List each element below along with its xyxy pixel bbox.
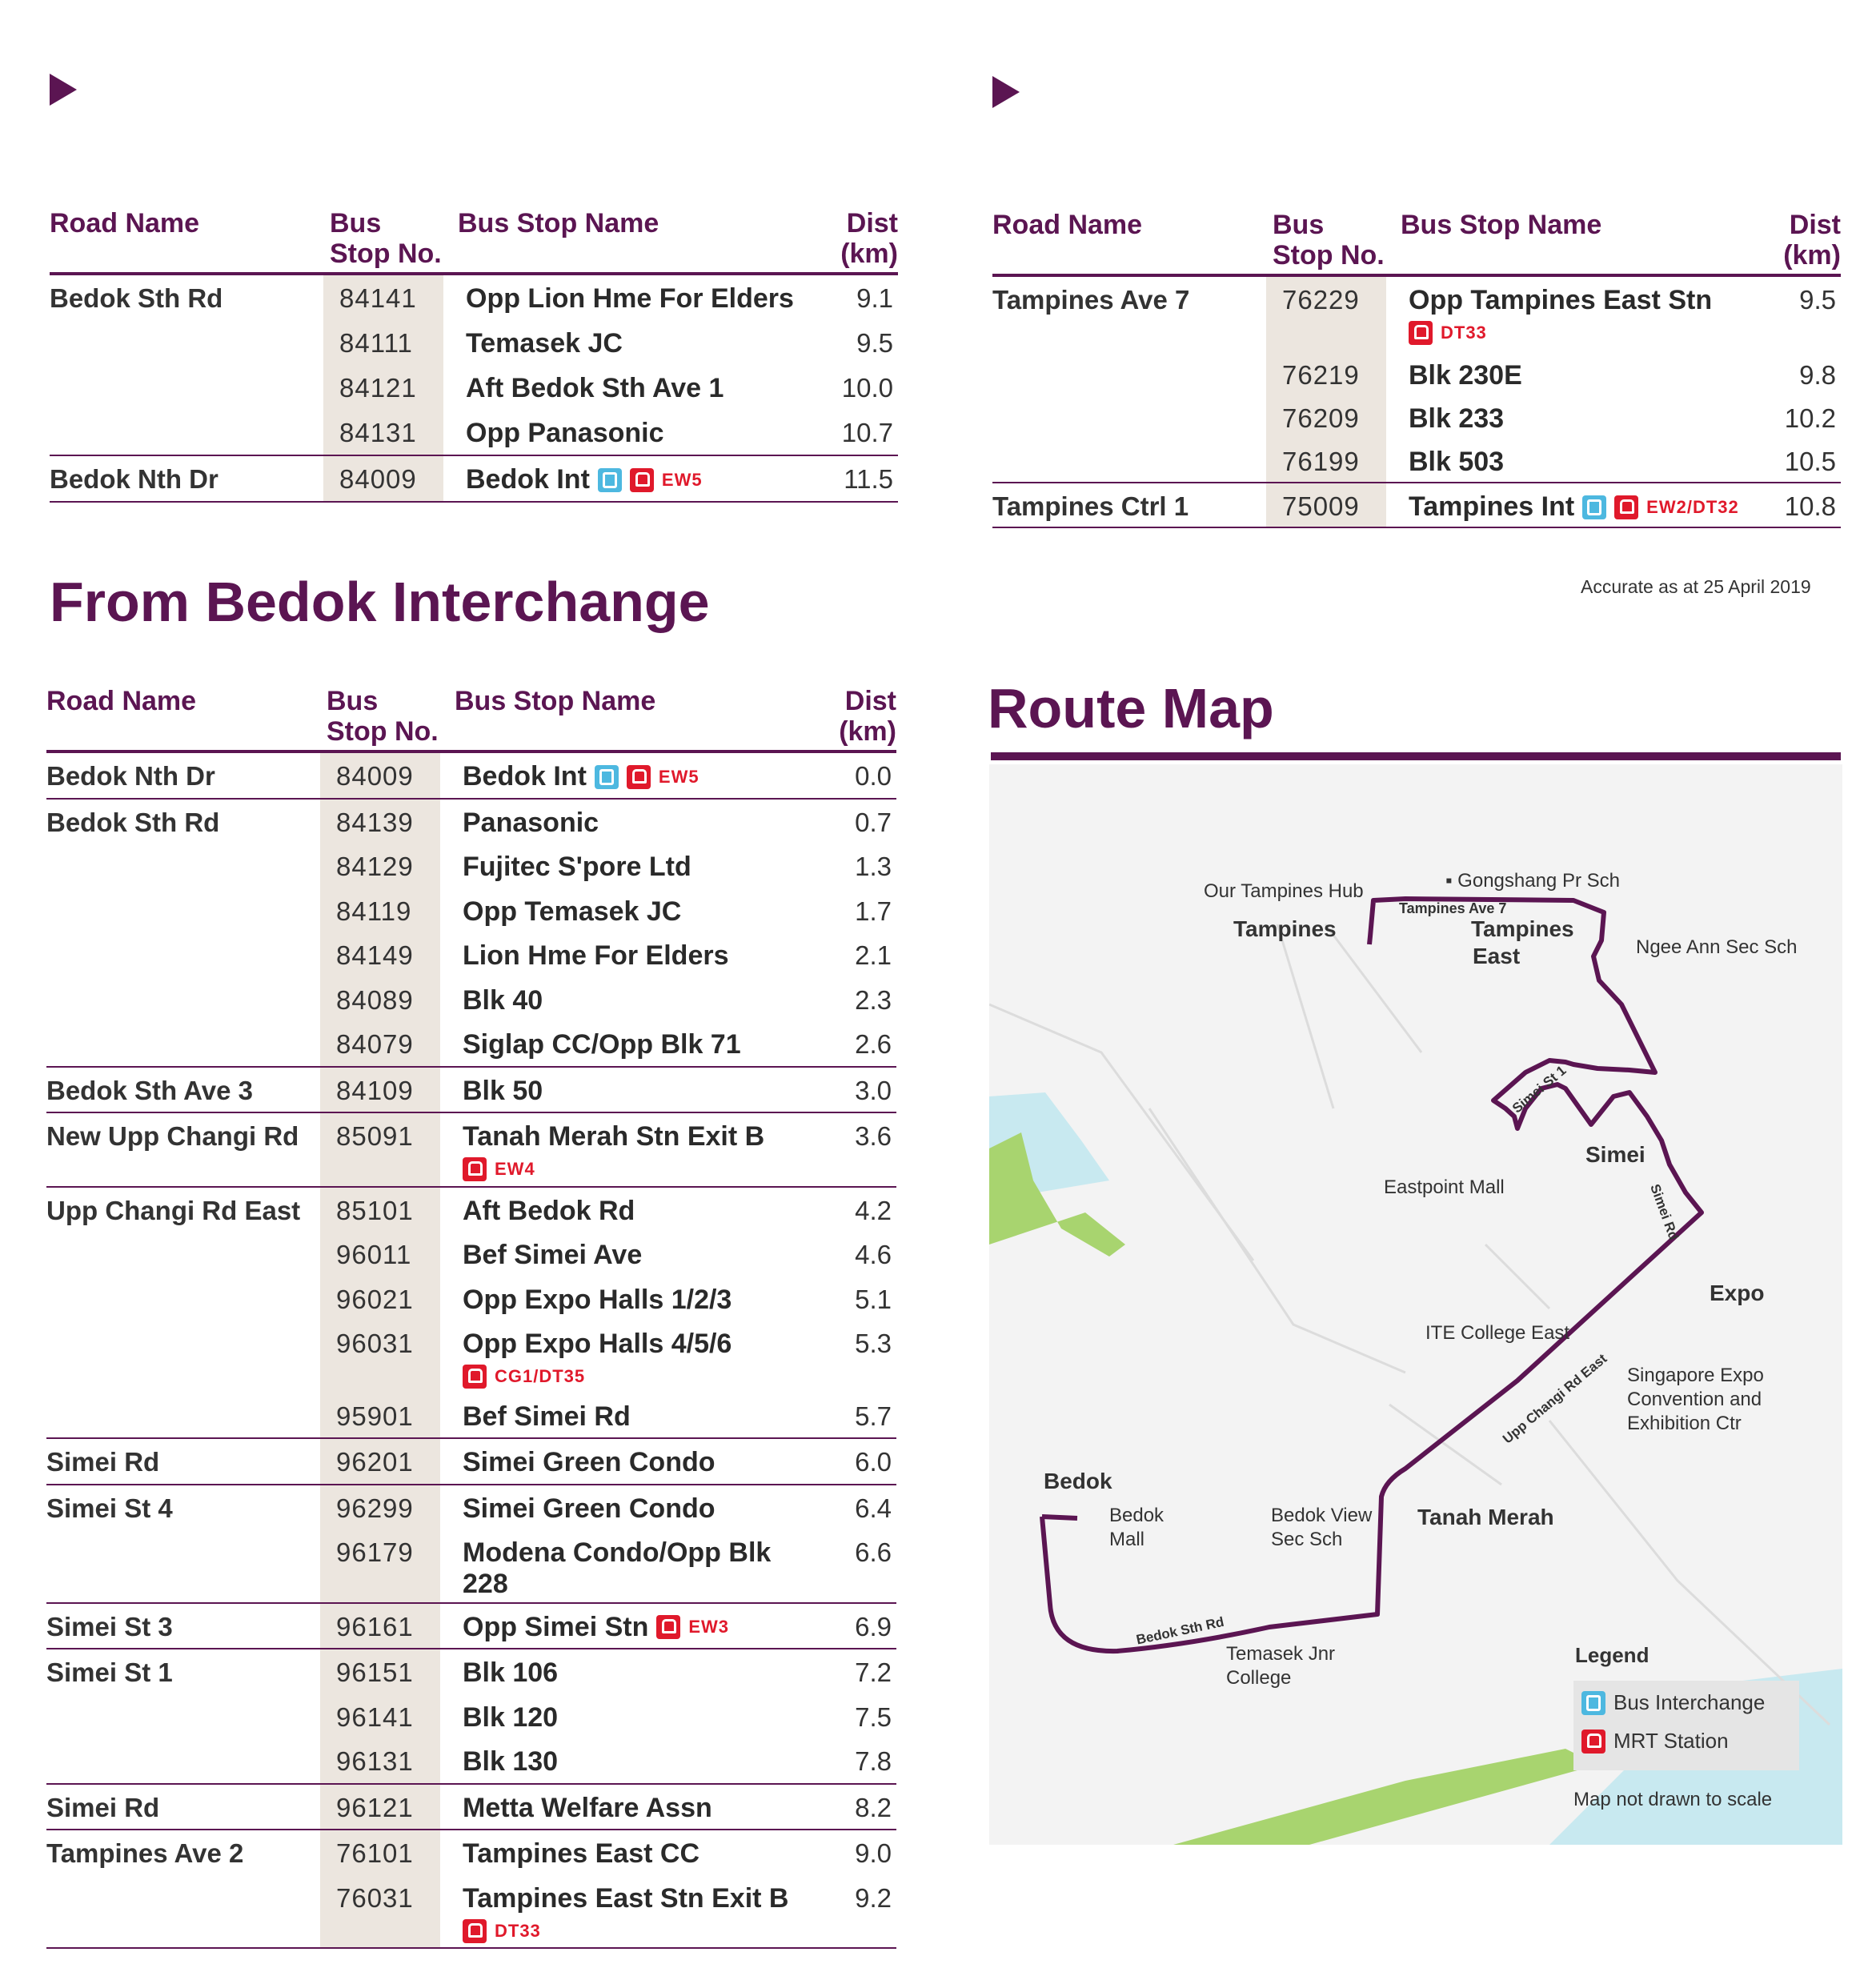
bus-stop-name (466, 373, 724, 404)
header-road-name-line: Road Name (46, 686, 197, 716)
distance-km: 5.1 (855, 1284, 892, 1314)
stop-row (46, 1785, 896, 1830)
road-group (50, 456, 898, 503)
stop-row (46, 1068, 896, 1112)
header-road-name (50, 208, 199, 238)
stop-row (50, 275, 898, 320)
map-label-bedok-mall-1: Bedok (1109, 1505, 1164, 1526)
bus-stop-no: 75009 (1282, 491, 1360, 521)
bus-stop-no: 96201 (336, 1447, 414, 1477)
map-note: Map not drawn to scale (1573, 1789, 1773, 1810)
stop-row (992, 439, 1841, 482)
bus-stop-name-text: Tampines Int (1409, 491, 1575, 522)
bus-stop-name (463, 1076, 543, 1107)
road-group (46, 1439, 896, 1485)
bus-stop-no: 84149 (336, 940, 414, 970)
map-label-bedok-view-2: Sec Sch (1271, 1529, 1343, 1550)
distance-km: 1.7 (855, 896, 892, 926)
map-label-bedok-mall-2: Mall (1109, 1529, 1145, 1550)
mrt-code: EW5 (661, 469, 703, 490)
bus-stop-name-text: Temasek JC (466, 328, 623, 359)
distance-km: 11.5 (844, 464, 893, 494)
distance-km: 8.2 (855, 1792, 892, 1822)
stop-row (992, 483, 1841, 527)
bus-stop-name (463, 1329, 732, 1389)
bus-stop-no: 96151 (336, 1657, 414, 1687)
stop-row (50, 456, 898, 501)
bus-stop-no: 85091 (336, 1121, 414, 1151)
bus-stop-name-text: Opp Expo Halls 4/5/6 (463, 1329, 732, 1359)
bus-stop-name-text: Blk 106 (463, 1657, 559, 1688)
distance-km: 4.6 (855, 1240, 892, 1269)
distance-km: 4.2 (855, 1195, 892, 1225)
mrt-station-icon (1409, 321, 1433, 345)
road-group (46, 1113, 896, 1188)
road-name: Simei St 4 (46, 1493, 173, 1523)
distance-km: 9.5 (1799, 285, 1836, 315)
mrt-station-icon (463, 1157, 487, 1181)
bus-stop-name-text: Opp Temasek JC (463, 896, 682, 927)
bus-stop-name (466, 418, 664, 449)
bus-interchange-icon (595, 765, 619, 789)
mrt-code: CG1/DT35 (495, 1366, 586, 1386)
table-header (50, 208, 898, 275)
header-bus-stop-name (455, 686, 655, 716)
road-name: Upp Changi Rd East (46, 1195, 301, 1225)
bus-stop-name-text: Lion Hme For Elders (463, 940, 729, 971)
bus-stop-name (463, 761, 699, 792)
bus-stop-name (1409, 491, 1739, 523)
road-name: Bedok Sth Ave 3 (46, 1075, 253, 1105)
road-name: Bedok Sth Rd (50, 283, 223, 313)
stop-row (46, 1485, 896, 1530)
road-name: New Upp Changi Rd (46, 1121, 299, 1151)
map-label-our-tampines-hub: Our Tampines Hub (1204, 880, 1364, 902)
road-name: Simei St 3 (46, 1611, 173, 1641)
header-road-name-line: Road Name (992, 210, 1143, 240)
bus-stop-no: 76219 (1282, 360, 1360, 390)
stop-row (46, 1321, 896, 1393)
header-bus-stop-no-line: Stop No. (327, 716, 439, 747)
bus-stop-name (1409, 403, 1504, 435)
bus-stop-name (1409, 447, 1504, 478)
distance-km: 3.6 (855, 1121, 892, 1151)
stop-row (46, 1393, 896, 1438)
header-bus-stop-name (1401, 210, 1601, 240)
bus-stop-no: 85101 (336, 1195, 414, 1225)
distance-km: 0.7 (855, 807, 892, 837)
bus-stop-name (463, 1657, 558, 1689)
bus-stop-name-text: Simei Green Condo (463, 1447, 716, 1477)
bus-stop-name-text: Blk 503 (1409, 447, 1505, 477)
road-group (46, 1188, 896, 1440)
stop-row (46, 1830, 896, 1875)
bus-stop-name (463, 1537, 771, 1600)
bus-stop-no: 76229 (1282, 285, 1360, 315)
map-label-tampines-ave-7: Tampines Ave 7 (1399, 900, 1507, 916)
road-name: Tampines Ave 7 (992, 285, 1190, 315)
bus-stop-name (463, 1196, 635, 1227)
map-label-ngee-ann: Ngee Ann Sec Sch (1636, 936, 1798, 958)
road-group (46, 1785, 896, 1831)
road-name: Simei Rd (46, 1792, 160, 1822)
bus-stop-name-text: Tanah Merah Stn Exit B (463, 1121, 765, 1152)
road-group (46, 1485, 896, 1604)
mrt-code: DT33 (1441, 323, 1487, 343)
stop-row (50, 365, 898, 410)
stop-row (46, 753, 896, 798)
header-bus-stop-name-line: Bus Stop Name (1401, 210, 1602, 240)
road-name: Bedok Nth Dr (50, 464, 218, 494)
stop-row (46, 1875, 896, 1948)
legend-title: Legend (1575, 1643, 1650, 1667)
mrt-station-icon (1614, 495, 1638, 519)
bus-stop-name (1409, 285, 1712, 345)
road-group (46, 1068, 896, 1114)
bus-stop-name-text: Tampines East Stn Exit B (463, 1882, 789, 1914)
map-label-singapore-expo-3: Exhibition Ctr (1627, 1413, 1742, 1434)
bus-stop-name (463, 1121, 764, 1181)
distance-km: 0.0 (855, 761, 892, 791)
header-dist-line: (km) (1783, 240, 1841, 271)
stop-row (50, 320, 898, 365)
bus-stop-name-text: Blk 230E (1409, 360, 1522, 391)
bus-stop-name-text: Tampines East CC (463, 1838, 700, 1869)
mrt-code: EW5 (658, 766, 699, 787)
bus-stop-name (466, 464, 703, 495)
bus-stop-name (463, 1029, 741, 1060)
road-name: Tampines Ave 2 (46, 1838, 244, 1868)
header-dist-line: (km) (840, 238, 898, 269)
header-dist (839, 686, 896, 747)
header-road-name (46, 686, 196, 716)
stop-row (46, 977, 896, 1022)
map-label-temasek-2: College (1226, 1667, 1292, 1689)
bus-stop-name (463, 985, 543, 1016)
distance-km: 1.3 (855, 852, 892, 881)
bus-stop-name-text: Bef Simei Rd (463, 1401, 631, 1432)
header-road-name (992, 210, 1142, 240)
stop-row (46, 1113, 896, 1186)
route-table-top-left (50, 208, 898, 503)
bus-stop-name-text: Panasonic (463, 807, 599, 838)
distance-km: 2.3 (855, 984, 892, 1015)
mrt-station-icon (463, 1919, 487, 1943)
table-header (46, 686, 896, 753)
bus-route-line-bedok (1042, 1517, 1077, 1518)
distance-km: 9.0 (855, 1838, 892, 1868)
minor-roads (989, 924, 1830, 1725)
stop-row (46, 1439, 896, 1484)
bus-stop-no: 96161 (336, 1611, 414, 1641)
bus-stop-name-text: Fujitec S'pore Ltd (463, 852, 691, 882)
map-label-tanah-merah: Tanah Merah (1417, 1505, 1554, 1529)
bus-stop-name (466, 283, 794, 315)
road-group (50, 275, 898, 456)
bus-stop-no: 96021 (336, 1284, 414, 1314)
bus-stop-name-text: Opp Lion Hme For Elders (466, 283, 794, 314)
map-label-expo: Expo (1710, 1281, 1765, 1305)
bus-stop-name-text: Bedok Int (466, 464, 590, 495)
distance-km: 9.8 (1799, 360, 1836, 390)
bus-stop-name (463, 1612, 729, 1643)
bus-stop-no: 95901 (336, 1401, 414, 1431)
distance-km: 9.1 (856, 283, 893, 313)
bus-stop-name (463, 1447, 716, 1478)
distance-km: 7.8 (855, 1746, 892, 1776)
distance-km: 7.2 (855, 1657, 892, 1687)
bus-stop-name-line2: 228 (463, 1569, 508, 1599)
road-group (46, 800, 896, 1068)
bus-stop-name-text: Aft Bedok Sth Ave 1 (466, 373, 724, 403)
mrt-station-icon (463, 1365, 487, 1389)
road-name: Simei St 1 (46, 1657, 173, 1687)
distance-km: 6.0 (855, 1447, 892, 1477)
bus-stop-no: 84139 (336, 807, 414, 837)
header-bus-stop-name (458, 208, 659, 238)
header-bus-stop-no-line: Bus (330, 208, 382, 238)
bus-stop-name (466, 328, 623, 359)
distance-km: 10.7 (841, 418, 893, 447)
bus-stop-name-text: Aft Bedok Rd (463, 1195, 635, 1226)
bus-stop-name (463, 1702, 558, 1734)
distance-km: 6.9 (855, 1611, 892, 1641)
road-group (46, 753, 896, 800)
legend-mrt-label: MRT Station (1613, 1729, 1729, 1753)
bus-stop-name (463, 1883, 788, 1943)
distance-km: 10.0 (841, 373, 893, 403)
road-name: Bedok Nth Dr (46, 761, 215, 791)
map-label-singapore-expo-2: Convention and (1627, 1389, 1762, 1410)
map-label-tampines-east-1: Tampines (1471, 916, 1574, 941)
bus-stop-name-text: Metta Welfare Assn (463, 1792, 712, 1823)
stop-row (992, 277, 1841, 352)
bus-stop-name-text: Opp Tampines East Stn (1409, 285, 1713, 315)
section-arrow-icon (50, 74, 77, 106)
stop-row (46, 1277, 896, 1321)
bus-stop-no: 76031 (336, 1882, 414, 1913)
bus-stop-name (463, 1401, 631, 1433)
stop-row (46, 1694, 896, 1739)
bus-stop-name (463, 1746, 558, 1778)
bus-stop-no: 96121 (336, 1792, 414, 1822)
map-label-temasek-1: Temasek Jnr (1226, 1643, 1336, 1665)
header-dist-line: Dist (846, 208, 898, 238)
mrt-station-icon (656, 1615, 680, 1639)
header-bus-stop-no (330, 208, 442, 269)
bus-stop-name (463, 852, 691, 883)
legend-bus-icon (1581, 1691, 1605, 1715)
header-road-name-line: Road Name (50, 208, 200, 238)
bus-stop-name-text: Blk 40 (463, 984, 543, 1016)
bus-stop-no: 84119 (336, 896, 412, 926)
stop-row (46, 1188, 896, 1233)
accurate-note: Accurate as at 25 April 2019 (1581, 576, 1811, 597)
map-label-eastpoint: Eastpoint Mall (1384, 1176, 1505, 1198)
header-bus-stop-name-line: Bus Stop Name (455, 686, 656, 716)
legend-box (1573, 1681, 1799, 1770)
table-header (992, 210, 1841, 277)
distance-km: 7.5 (855, 1701, 892, 1732)
map-label-bedok: Bedok (1044, 1469, 1112, 1493)
distance-km: 2.6 (855, 1029, 892, 1059)
bus-stop-no: 76199 (1282, 447, 1360, 476)
section-arrow-icon (992, 76, 1020, 108)
bus-stop-name-text: Opp Expo Halls 1/2/3 (463, 1284, 732, 1315)
distance-km: 6.6 (855, 1537, 892, 1567)
mrt-code: DT33 (495, 1920, 541, 1941)
bus-stop-no: 84141 (339, 283, 417, 313)
map-label-simei-rd: Simei Rd (1647, 1182, 1682, 1242)
bus-stop-no: 84131 (339, 418, 417, 447)
bus-stop-no: 84129 (336, 852, 414, 881)
stop-row (46, 844, 896, 888)
stop-row (46, 888, 896, 933)
mrt-station-icon (627, 765, 651, 789)
map-label-bedok-view-1: Bedok View (1271, 1505, 1373, 1526)
road-group (992, 277, 1841, 483)
bus-stop-name (463, 1793, 712, 1824)
header-bus-stop-no (1273, 210, 1385, 271)
distance-km: 10.5 (1784, 447, 1836, 476)
stop-row (992, 352, 1841, 395)
stop-row (50, 410, 898, 455)
header-dist-line: Dist (1789, 210, 1841, 240)
bus-stop-name-text: Bef Simei Ave (463, 1240, 643, 1270)
road-group (46, 1830, 896, 1949)
header-dist (1783, 210, 1841, 271)
bus-stop-no: 84109 (336, 1075, 414, 1105)
bus-stop-no: 96141 (336, 1701, 414, 1732)
header-bus-stop-name-line: Bus Stop Name (458, 208, 659, 238)
bus-stop-no: 84009 (336, 761, 414, 791)
mrt-code: EW2/DT32 (1646, 496, 1739, 517)
bus-stop-no: 96179 (336, 1537, 414, 1567)
distance-km: 9.2 (855, 1882, 892, 1913)
route-map-title: Route Map (988, 677, 1274, 740)
bus-stop-name-text: Simei Green Condo (463, 1493, 716, 1524)
bus-stop-no: 76101 (336, 1838, 414, 1868)
header-bus-stop-no-line: Stop No. (330, 238, 442, 269)
mrt-station-icon (630, 468, 654, 492)
bus-stop-no: 84079 (336, 1029, 414, 1059)
from-bedok-title: From Bedok Interchange (50, 571, 710, 633)
distance-km: 5.7 (855, 1401, 892, 1431)
bus-stop-name-text: Blk 120 (463, 1701, 559, 1733)
bus-interchange-icon (1582, 495, 1606, 519)
legend-mrt-icon (1581, 1730, 1605, 1754)
route-table-top-right (992, 210, 1841, 528)
bus-stop-name-text: Blk 233 (1409, 403, 1505, 434)
header-bus-stop-no-line: Stop No. (1273, 240, 1385, 271)
map-label-upp-changi: Upp Changi Rd East (1500, 1350, 1610, 1447)
bus-stop-name-text: Blk 50 (463, 1075, 543, 1106)
bus-stop-name-text: Bedok Int (463, 761, 587, 792)
bus-stop-no: 84111 (339, 328, 413, 358)
road-name: Simei Rd (46, 1447, 160, 1477)
distance-km: 2.1 (855, 940, 892, 970)
bus-stop-name (463, 808, 599, 839)
bus-stop-no: 84089 (336, 984, 414, 1015)
bus-stop-name-text: Opp Panasonic (466, 418, 664, 448)
stop-row (46, 1232, 896, 1277)
distance-km: 3.0 (855, 1075, 892, 1105)
header-dist-line: (km) (839, 716, 896, 747)
bus-stop-name-text: Blk 130 (463, 1746, 559, 1777)
bus-stop-no: 96131 (336, 1746, 414, 1776)
map-label-singapore-expo-1: Singapore Expo (1627, 1365, 1764, 1386)
distance-km: 9.5 (856, 328, 893, 358)
bus-interchange-icon (598, 468, 622, 492)
route-map-rule (991, 752, 1841, 760)
bus-stop-name (463, 940, 729, 972)
map-label-bedok-sth-rd: Bedok Sth Rd (1135, 1613, 1225, 1648)
bus-stop-name (463, 896, 681, 928)
road-group (46, 1604, 896, 1650)
route-table-from-bedok (46, 686, 896, 1949)
bus-stop-name-text: Opp Simei Stn (463, 1611, 649, 1642)
park-strip (1173, 1749, 1597, 1845)
mrt-code: EW4 (495, 1159, 535, 1179)
stop-row (46, 1649, 896, 1694)
distance-km: 6.4 (855, 1493, 892, 1523)
mrt-code: EW3 (688, 1617, 730, 1637)
map-label-tampines: Tampines (1233, 916, 1337, 941)
bus-stop-name (463, 1240, 642, 1271)
bus-stop-name (1409, 360, 1522, 391)
road-group (992, 483, 1841, 528)
distance-km: 10.8 (1784, 491, 1836, 521)
header-bus-stop-no-line: Bus (1273, 210, 1325, 240)
header-dist-line: Dist (844, 686, 896, 716)
bus-stop-no: 96031 (336, 1329, 414, 1358)
map-label-ite: ITE College East (1425, 1322, 1570, 1344)
header-bus-stop-no (327, 686, 439, 747)
bus-stop-no: 84009 (339, 464, 417, 494)
distance-km: 10.2 (1784, 403, 1836, 433)
bus-stop-name (463, 1493, 716, 1525)
stop-row (46, 932, 896, 977)
distance-km: 5.3 (855, 1329, 892, 1358)
stop-row (46, 800, 896, 844)
map-label-gongshang: ▪ Gongshang Pr Sch (1445, 870, 1620, 892)
map-label-simei: Simei (1585, 1142, 1646, 1167)
map-label-simei-st-1: Simei St 1 (1509, 1062, 1569, 1116)
header-dist (840, 208, 898, 269)
map-label-tampines-east-2: East (1473, 944, 1521, 968)
road-name: Bedok Sth Rd (46, 807, 220, 837)
bus-stop-no: 96299 (336, 1493, 414, 1523)
road-name: Tampines Ctrl 1 (992, 491, 1189, 521)
stop-row (46, 1604, 896, 1649)
bus-stop-name (463, 1838, 699, 1870)
bus-stop-no: 96011 (336, 1240, 412, 1269)
bus-stop-name (463, 1285, 732, 1316)
legend-bus-label: Bus Interchange (1613, 1690, 1766, 1714)
bus-stop-no: 84121 (339, 373, 417, 403)
bus-stop-name-text: Modena Condo/Opp Blk (463, 1537, 772, 1568)
header-bus-stop-no-line: Bus (327, 686, 379, 716)
stop-row (46, 1738, 896, 1783)
route-map (989, 764, 1842, 1845)
road-group (46, 1649, 896, 1785)
bus-stop-name-text: Siglap CC/Opp Blk 71 (463, 1029, 741, 1060)
bus-stop-no: 76209 (1282, 403, 1360, 433)
stop-row (992, 395, 1841, 439)
stop-row (46, 1529, 896, 1602)
stop-row (46, 1021, 896, 1066)
